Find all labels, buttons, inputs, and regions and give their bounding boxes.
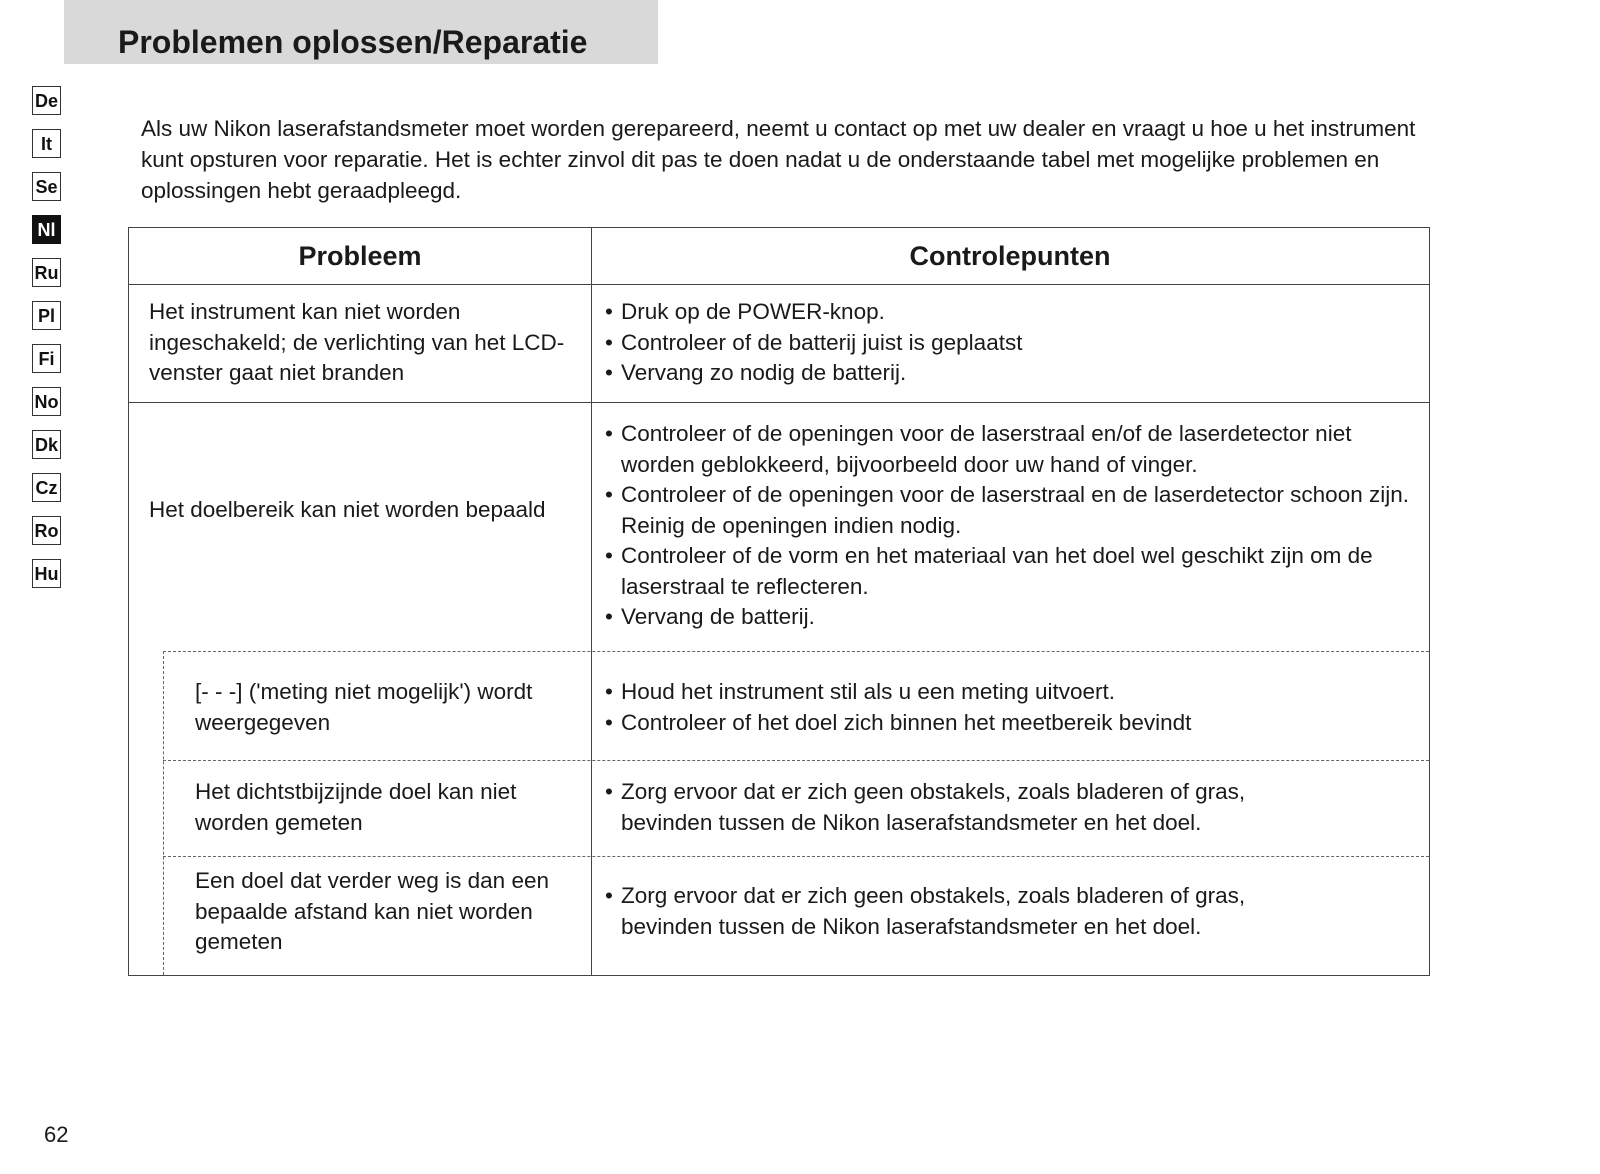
language-tab-dk[interactable]: Dk (32, 430, 61, 459)
language-tab-se[interactable]: Se (32, 172, 61, 201)
page-number: 62 (44, 1122, 69, 1147)
problem-cell: Het instrument kan niet worden ingeschakeld; de verlichting van het LCD-venster gaat niet branden (149, 299, 565, 385)
language-tab-de[interactable]: De (32, 86, 61, 115)
checkpoint-item: • Houd het instrument stil als u een meting uitvoert. (605, 677, 1415, 708)
column-divider (591, 228, 592, 975)
language-tab-cz[interactable]: Cz (32, 473, 61, 502)
checkpoint-list (605, 419, 1420, 633)
checkpoint-item: • Controleer of de openingen voor de laserstraal en de laserdetector schoon zijn. Reinig de openingen indien nodig. (605, 480, 1420, 541)
language-tab-hu[interactable]: Hu (32, 559, 61, 588)
problem-cell: Het dichtstbijzijnde doel kan niet worden gemeten (195, 779, 517, 835)
troubleshooting-table (128, 227, 1430, 976)
header-checkpoints: Controlepunten (909, 241, 1111, 271)
row-divider (129, 402, 1429, 403)
checkpoint-list (605, 777, 1305, 838)
checkpoint-item: • Druk op de POWER-knop. (605, 297, 1415, 328)
language-tab-no[interactable]: No (32, 387, 61, 416)
checkpoint-item: • Controleer of de vorm en het materiaal van het doel wel geschikt zijn om de laserstraal te reflecteren. (605, 541, 1420, 602)
problem-cell: Een doel dat verder weg is dan een bepaalde afstand kan niet worden gemeten (195, 868, 549, 954)
sub-row-divider (163, 651, 1429, 652)
checkpoint-item: • Controleer of het doel zich binnen het meetbereik bevindt (605, 708, 1415, 739)
intro-paragraph: Als uw Nikon laserafstandsmeter moet worden gerepareerd, neemt u contact op met uw dealer en vraagt u hoe u het instrument kunt opsturen voor reparatie. Het is echter zinvol dit pas te doen nadat u de onderstaande tabel met mogelijke problemen en oplossingen hebt geraadpleegd. (141, 116, 1416, 203)
title-band (64, 0, 658, 64)
sub-row-indent-line (163, 651, 164, 975)
sub-row-divider (163, 856, 1429, 857)
checkpoint-list (605, 677, 1415, 738)
checkpoint-item: • Zorg ervoor dat er zich geen obstakels, zoals bladeren of gras, bevinden tussen de Nikon laserafstandsmeter en het doel. (605, 777, 1305, 838)
checkpoint-item: • Vervang de batterij. (605, 602, 1420, 633)
language-tab-it[interactable]: It (32, 129, 61, 158)
problem-cell: [- - -] ('meting niet mogelijk') wordt weergegeven (195, 679, 533, 735)
checkpoint-item: • Controleer of de batterij juist is geplaatst (605, 328, 1415, 359)
language-tab-fi[interactable]: Fi (32, 344, 61, 373)
page-title: Problemen oplossen/Reparatie (118, 24, 588, 60)
language-tab-nl[interactable]: Nl (32, 215, 61, 244)
checkpoint-list (605, 297, 1415, 389)
language-tab-ru[interactable]: Ru (32, 258, 61, 287)
language-tab-pl[interactable]: Pl (32, 301, 61, 330)
checkpoint-list (605, 881, 1305, 942)
checkpoint-item: • Zorg ervoor dat er zich geen obstakels, zoals bladeren of gras, bevinden tussen de Nikon laserafstandsmeter en het doel. (605, 881, 1305, 942)
header-problem: Probleem (298, 241, 422, 271)
header-divider (129, 284, 1429, 285)
language-tab-ro[interactable]: Ro (32, 516, 61, 545)
checkpoint-item: • Controleer of de openingen voor de laserstraal en/of de laserdetector niet worden geblokkeerd, bijvoorbeeld door uw hand of vinger. (605, 419, 1420, 480)
checkpoint-item: • Vervang zo nodig de batterij. (605, 358, 1415, 389)
sub-row-divider (163, 760, 1429, 761)
problem-cell: Het doelbereik kan niet worden bepaald (149, 497, 546, 522)
